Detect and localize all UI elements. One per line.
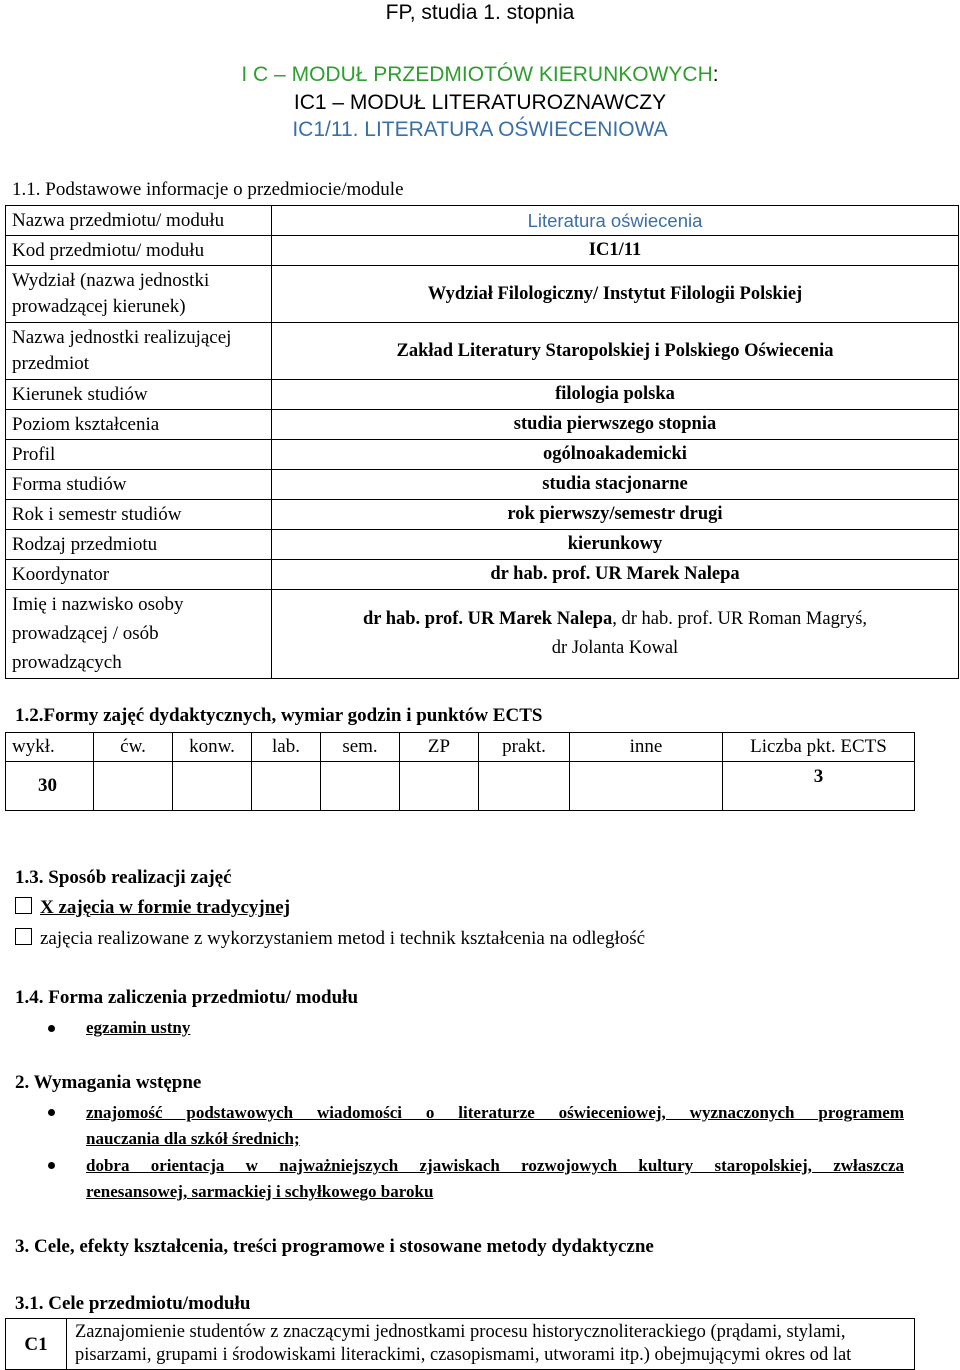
row-value: dr hab. prof. UR Marek Nalepa	[272, 560, 959, 590]
table-cell	[400, 762, 479, 811]
module-group-text: I C – MODUŁ PRZEDMIOTÓW KIERUNKOWYCH	[241, 63, 713, 86]
column-header: ćw.	[94, 733, 173, 762]
goal-description	[67, 1319, 915, 1370]
section-2-heading: 2. Wymagania wstępne	[15, 1072, 202, 1093]
table-cell	[252, 762, 321, 811]
row-label: Rodzaj przedmiotu	[6, 530, 272, 560]
table-cell: 3	[723, 762, 915, 811]
document-top-title: FP, studia 1. stopnia	[385, 1, 575, 24]
row-label: Forma studiów	[6, 470, 272, 500]
row-label: Kierunek studiów	[6, 380, 272, 410]
row-value: IC1/11	[272, 236, 959, 266]
table-row	[6, 410, 959, 440]
table-header-row	[6, 733, 915, 762]
section-3-heading: 3. Cele, efekty kształcenia, treści programowe i stosowane metody dydaktyczne	[15, 1236, 654, 1257]
column-header: wykł.	[6, 733, 94, 762]
table-row	[6, 500, 959, 530]
row-label: Poziom kształcenia	[6, 410, 272, 440]
section-1-1-heading: 1.1. Podstawowe informacje o przedmiocie/module	[12, 179, 404, 200]
table-cell	[94, 762, 173, 811]
table-row	[6, 380, 959, 410]
table-row	[6, 323, 959, 380]
table-cell	[321, 762, 400, 811]
table-row	[6, 590, 959, 679]
table-row	[6, 530, 959, 560]
requirement-line: dobra orientacja w najważniejszych zjawiskach rozwojowych kultury staropolskiej, zwłaszcza	[86, 1156, 904, 1175]
column-header: inne	[570, 733, 723, 762]
module-group-title	[0, 62, 960, 88]
bullet-icon	[48, 1109, 55, 1116]
table-cell: 30	[6, 762, 94, 811]
row-value: rok pierwszy/semestr drugi	[272, 500, 959, 530]
goal-line: Zaznajomienie studentów z znaczącymi jednostkami procesu historycznoliterackiego (prądami, stylami,	[75, 1322, 846, 1342]
option-remote	[15, 927, 645, 951]
option-label: zajęcia realizowane z wykorzystaniem metod i technik kształcenia na odległość	[40, 928, 646, 949]
checkbox-icon	[15, 897, 32, 914]
bullet-icon	[48, 1162, 55, 1169]
row-value: kierunkowy	[272, 530, 959, 560]
row-value: studia pierwszego stopnia	[272, 410, 959, 440]
option-label: X zajęcia w formie tradycyjnej	[40, 897, 291, 918]
row-label: Wydział (nazwa jednostki prowadzącej kierunek)	[6, 266, 272, 323]
table-row	[6, 560, 959, 590]
column-header: Liczba pkt. ECTS	[723, 733, 915, 762]
column-header: sem.	[321, 733, 400, 762]
section-1-4-heading: 1.4. Forma zaliczenia przedmiotu/ modułu	[15, 987, 359, 1008]
row-label: Nazwa przedmiotu/ modułu	[6, 206, 272, 236]
teacher-name-primary: dr hab. prof. UR Marek Nalepa	[362, 609, 613, 629]
table-row	[6, 236, 959, 266]
basic-info-table	[5, 205, 959, 679]
row-value: ogólnoakademicki	[272, 440, 959, 470]
table-cell	[479, 762, 570, 811]
goals-table	[5, 1318, 915, 1370]
requirement-item	[86, 1153, 904, 1205]
requirement-line: nauczania dla szkół średnich;	[86, 1129, 300, 1148]
bullet-icon	[48, 1025, 55, 1032]
table-row	[6, 470, 959, 500]
section-1-2-heading: 1.2.Formy zajęć dydaktycznych, wymiar godzin i punktów ECTS	[15, 705, 543, 726]
table-row	[6, 266, 959, 323]
row-value: Literatura oświecenia	[272, 206, 959, 236]
section-1-3-heading: 1.3. Sposób realizacji zajęć	[15, 867, 232, 888]
table-row	[6, 206, 959, 236]
table-row	[6, 762, 915, 811]
row-value: filologia polska	[272, 380, 959, 410]
teacher-names-line2: dr Jolanta Kowal	[551, 638, 679, 658]
requirement-item	[86, 1100, 904, 1152]
assessment-item: egzamin ustny	[86, 1018, 191, 1037]
section-3-1-heading: 3.1. Cele przedmiotu/modułu	[15, 1293, 251, 1314]
goal-line: pisarzami, grupami i środowiskami literackimi, czasopismami, utworami itp.) obejmującymi okres od lat	[75, 1345, 852, 1365]
column-header: konw.	[173, 733, 252, 762]
row-value: studia stacjonarne	[272, 470, 959, 500]
row-label: Profil	[6, 440, 272, 470]
column-header: lab.	[252, 733, 321, 762]
goal-code: C1	[6, 1319, 67, 1370]
table-cell	[173, 762, 252, 811]
table-cell	[570, 762, 723, 811]
column-header: ZP	[400, 733, 479, 762]
checkbox-icon	[15, 928, 32, 945]
row-label: Koordynator	[6, 560, 272, 590]
module-group-colon: :	[712, 63, 719, 86]
table-row	[6, 440, 959, 470]
module-title: IC1 – MODUŁ LITERATUROZNAWCZY	[293, 91, 667, 114]
option-traditional	[15, 896, 290, 920]
row-value	[272, 590, 959, 679]
teacher-names-rest: , dr hab. prof. UR Roman Magryś,	[612, 609, 868, 629]
forms-table	[5, 732, 915, 811]
row-value: Zakład Literatury Staropolskiej i Polskiego Oświecenia	[272, 323, 959, 380]
subject-title: IC1/11. LITERATURA OŚWIECENIOWA	[292, 118, 668, 141]
row-label: Kod przedmiotu/ modułu	[6, 236, 272, 266]
row-label: Rok i semestr studiów	[6, 500, 272, 530]
table-row	[6, 1319, 915, 1370]
row-label: Nazwa jednostki realizującej przedmiot	[6, 323, 272, 380]
row-label: Imię i nazwisko osoby prowadzącej / osób prowadzących	[6, 590, 272, 679]
requirement-line: renesansowej, sarmackiej i schyłkowego baroku	[86, 1182, 434, 1201]
requirement-line: znajomość podstawowych wiadomości o literaturze oświeceniowej, wyznaczonych programem	[86, 1103, 904, 1122]
column-header: prakt.	[479, 733, 570, 762]
row-value: Wydział Filologiczny/ Instytut Filologii Polskiej	[272, 266, 959, 323]
